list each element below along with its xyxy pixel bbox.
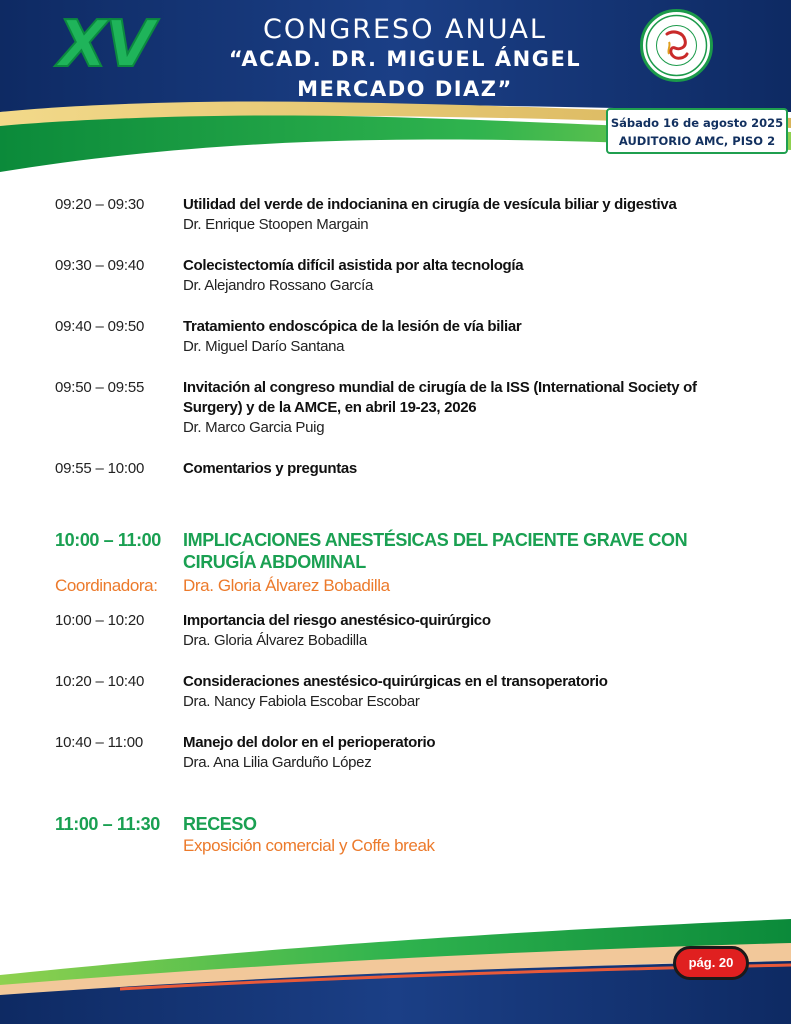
item-time: 09:55 – 10:00 <box>55 460 145 477</box>
recess-time: 11:00 – 11:30 <box>55 814 160 834</box>
talk-title: Importancia del riesgo anestésico-quirúrgico <box>183 612 491 629</box>
talk-title: Consideraciones anestésico-quirúrgicas en el transoperatorio <box>183 673 608 690</box>
event-venue: AUDITORIO AMC, PISO 2 <box>618 134 776 148</box>
talk-title: Invitación al congreso mundial de cirugía de la ISS (International Society of Surgery) y de la AMCE, en abril 19-23, 2026 <box>183 379 697 416</box>
session-title: IMPLICACIONES ANESTÉSICAS DEL PACIENTE GRAVE CON CIRUGÍA ABDOMINAL <box>183 530 688 572</box>
coordinator-label: Coordinadora: <box>55 576 158 595</box>
talk-title: Manejo del dolor en el perioperatorio <box>183 734 436 751</box>
edition-numeral: XV <box>58 8 153 82</box>
coordinator-name: Dra. Gloria Álvarez Bobadilla <box>183 576 390 595</box>
talk-speaker: Dra. Gloria Álvarez Bobadilla <box>183 632 367 649</box>
session-header <box>55 529 755 573</box>
recess-title: RECESO <box>183 814 257 834</box>
schedule-item <box>55 459 755 479</box>
congress-name: “ACAD. DR. MIGUEL ÁNGEL MERCADO DIAZ” <box>228 47 582 101</box>
talk-speaker: Dr. Enrique Stoopen Margain <box>183 216 369 233</box>
schedule-item <box>55 195 755 235</box>
schedule-item <box>55 317 755 357</box>
page-number-badge: pág. 20 <box>673 946 749 980</box>
date-venue-badge <box>606 108 788 154</box>
session-coordinator <box>55 575 755 597</box>
item-time: 09:50 – 09:55 <box>55 379 145 396</box>
congress-title: CONGRESO ANUAL <box>263 14 547 45</box>
talk-speaker: Dr. Marco Garcia Puig <box>183 419 325 436</box>
recess-header <box>55 813 755 857</box>
talk-title: Tratamiento endoscópica de la lesión de vía biliar <box>183 318 522 335</box>
talk-title: Colecistectomía difícil asistida por alta tecnología <box>183 257 524 274</box>
item-time: 10:20 – 10:40 <box>55 673 145 690</box>
header-band <box>0 0 791 175</box>
talk-speaker: Dra. Nancy Fabiola Escobar Escobar <box>183 693 420 710</box>
item-time: 09:40 – 09:50 <box>55 318 145 335</box>
item-time: 09:30 – 09:40 <box>55 257 145 274</box>
item-time: 10:40 – 11:00 <box>55 734 144 751</box>
talk-title: Utilidad del verde de indocianina en cirugía de vesícula biliar y digestiva <box>183 196 677 213</box>
association-seal-icon <box>640 9 713 82</box>
talk-speaker: Dr. Miguel Darío Santana <box>183 338 345 355</box>
session-time: 10:00 – 11:00 <box>55 530 161 550</box>
schedule-item <box>55 256 755 296</box>
item-time: 10:00 – 10:20 <box>55 612 145 629</box>
schedule-item <box>55 378 755 438</box>
schedule-item <box>55 672 755 712</box>
item-time: 09:20 – 09:30 <box>55 196 145 213</box>
event-date: Sábado 16 de agosto 2025 <box>610 116 784 130</box>
talk-title: Comentarios y preguntas <box>183 460 357 477</box>
talk-speaker: Dr. Alejandro Rossano García <box>183 277 374 294</box>
schedule-item <box>55 611 755 651</box>
schedule-item <box>55 733 755 773</box>
recess-subtitle: Exposición comercial y Coffe break <box>183 836 435 855</box>
talk-speaker: Dra. Ana Lilia Garduño López <box>183 754 372 771</box>
program-schedule <box>55 195 755 857</box>
seal-graphic <box>643 12 710 79</box>
